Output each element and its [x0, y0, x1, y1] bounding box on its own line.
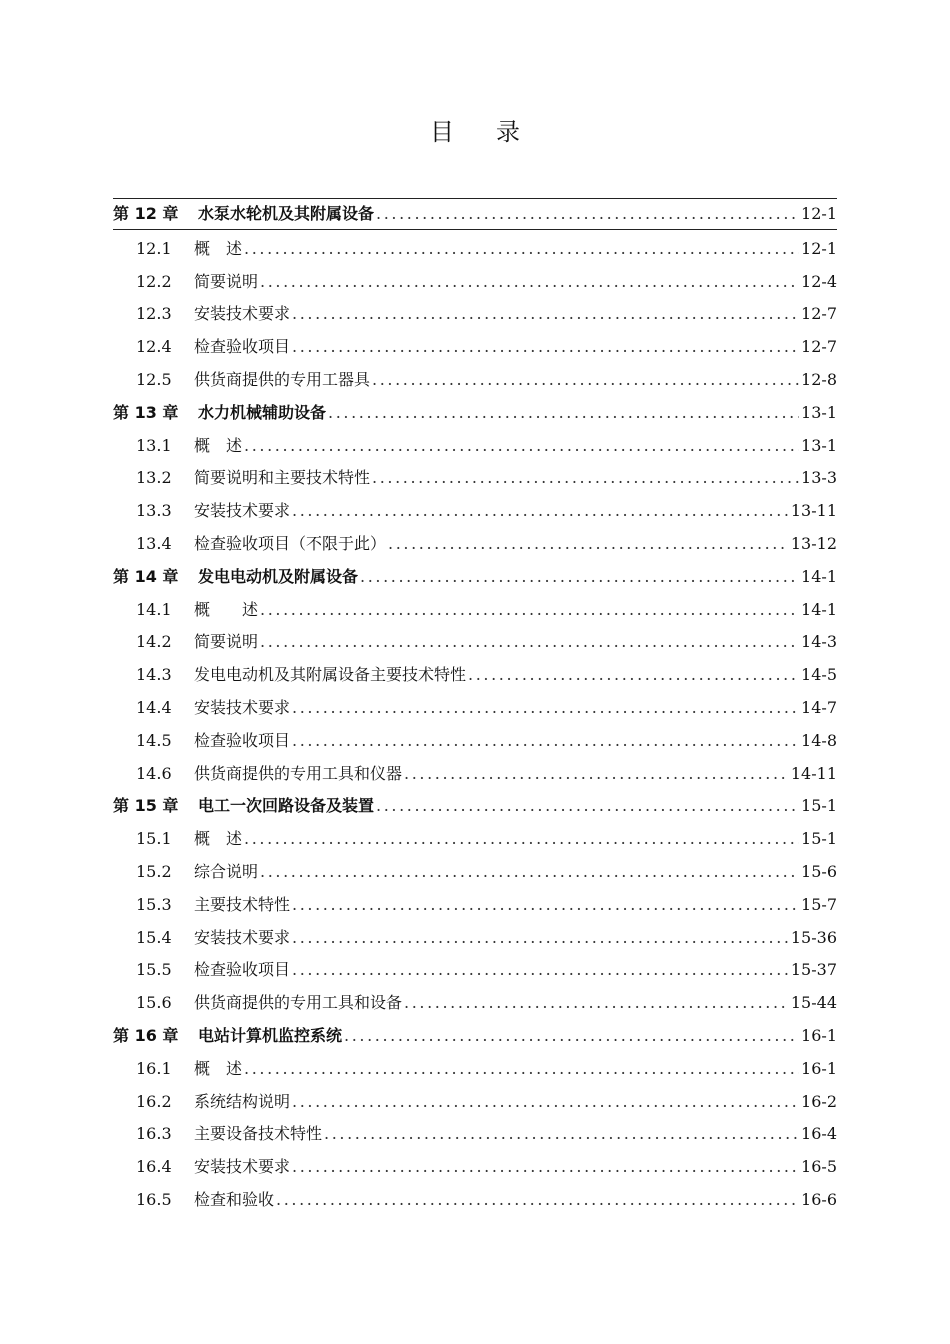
page-title-part-1: 目 [430, 118, 454, 146]
toc-entry-title: 安装技术要求 [194, 927, 291, 947]
toc-chapter-entry[interactable] [113, 790, 837, 823]
toc-dot-leader [276, 1184, 799, 1217]
toc-chapter-entry[interactable] [113, 397, 837, 430]
toc-entry-title: 系统结构说明 [194, 1091, 291, 1111]
toc-entry-title: 检查验收项目（不限于此） [194, 533, 387, 553]
toc-section-entry[interactable] [113, 462, 837, 495]
toc-dot-leader [376, 199, 799, 229]
table-of-contents [113, 198, 837, 1217]
toc-dot-leader [244, 233, 799, 266]
toc-entry-page-number: 12-4 [801, 271, 837, 291]
toc-dot-leader [376, 790, 799, 823]
toc-entry-page-number: 12-7 [801, 337, 837, 357]
toc-entry-number: 14.6 [136, 763, 172, 783]
toc-entry-title: 水泵水轮机及其附属设备 [198, 204, 375, 223]
toc-entry-number: 12.2 [136, 271, 172, 291]
toc-dot-leader [292, 725, 799, 758]
toc-entry-number: 15.4 [136, 927, 172, 947]
toc-dot-leader [292, 1151, 799, 1184]
toc-section-entry[interactable] [113, 823, 837, 856]
toc-entry-title: 简要说明和主要技术特性 [194, 468, 371, 488]
toc-entry-page-number: 12-7 [801, 304, 837, 324]
toc-entry-page-number: 12-1 [801, 238, 837, 258]
toc-dot-leader [292, 331, 799, 364]
toc-entry-number: 16.2 [136, 1091, 172, 1111]
toc-section-entry[interactable] [113, 1118, 837, 1151]
page-title-part-2: 录 [496, 118, 520, 146]
toc-entry-number: 15.3 [136, 894, 172, 914]
toc-section-entry[interactable] [113, 233, 837, 266]
toc-entry-page-number: 14-1 [801, 566, 837, 586]
toc-entry-number: 14.4 [136, 697, 172, 717]
toc-entry-page-number: 14-11 [790, 763, 837, 783]
toc-dot-leader [292, 692, 799, 725]
toc-dot-leader [344, 1020, 799, 1053]
toc-dot-leader [292, 889, 799, 922]
toc-entry-number: 15.1 [136, 829, 172, 849]
toc-entry-title: 主要技术特性 [194, 894, 291, 914]
toc-entry-page-number: 16-6 [801, 1189, 837, 1209]
toc-entry-number: 14.2 [136, 632, 172, 652]
toc-section-entry[interactable] [113, 856, 837, 889]
toc-section-entry[interactable] [113, 954, 837, 987]
toc-entry-page-number: 13-3 [801, 468, 837, 488]
toc-section-entry[interactable] [113, 626, 837, 659]
toc-entry-number: 16.4 [136, 1157, 172, 1177]
toc-entry-number: 第 16 章 [113, 1025, 179, 1045]
toc-entry-title: 安装技术要求 [194, 501, 291, 521]
toc-section-entry[interactable] [113, 659, 837, 692]
toc-entry-title: 安装技术要求 [194, 697, 291, 717]
toc-dot-leader [292, 1086, 799, 1119]
toc-entry-title: 安装技术要求 [194, 304, 291, 324]
toc-dot-leader [244, 1053, 799, 1086]
toc-section-entry[interactable] [113, 758, 837, 791]
toc-section-entry[interactable] [113, 987, 837, 1020]
toc-dot-leader [372, 364, 799, 397]
toc-entry-title: 电工一次回路设备及装置 [198, 796, 375, 816]
toc-entry-number: 14.1 [136, 599, 172, 619]
toc-section-entry[interactable] [113, 298, 837, 331]
toc-entry-page-number: 16-2 [801, 1091, 837, 1111]
toc-dot-leader [260, 266, 799, 299]
toc-entry-number: 15.2 [136, 861, 172, 881]
toc-entry-title: 概 述 [194, 829, 243, 849]
toc-entry-number: 13.4 [136, 533, 172, 553]
toc-section-entry[interactable] [113, 1086, 837, 1119]
toc-entry-page-number: 16-1 [801, 1058, 837, 1078]
toc-section-entry[interactable] [113, 594, 837, 627]
toc-entry-number: 15.5 [136, 960, 172, 980]
toc-entry-title: 电站计算机监控系统 [198, 1025, 343, 1045]
toc-dot-leader [360, 561, 799, 594]
toc-entry-page-number: 16-1 [801, 1025, 837, 1045]
toc-section-entry[interactable] [113, 528, 837, 561]
toc-chapter-entry[interactable] [113, 1020, 837, 1053]
toc-entry-page-number: 13-1 [801, 435, 837, 455]
toc-entry-title: 发电电动机及附属设备 [198, 566, 359, 586]
toc-entry-number: 16.5 [136, 1189, 172, 1209]
toc-entry-page-number: 14-1 [801, 599, 837, 619]
toc-dot-leader [260, 594, 799, 627]
toc-entry-page-number: 13-11 [790, 501, 837, 521]
toc-dot-leader [292, 495, 789, 528]
toc-dot-leader [404, 987, 789, 1020]
toc-entry-title: 检查和验收 [194, 1189, 275, 1209]
toc-entry-number: 12.1 [136, 238, 172, 258]
toc-entry-title: 概 述 [194, 238, 243, 258]
toc-entry-title: 供货商提供的专用工器具 [194, 369, 371, 389]
toc-entry-title: 供货商提供的专用工具和设备 [194, 993, 403, 1013]
toc-dot-leader [244, 430, 799, 463]
toc-chapter-entry[interactable] [113, 198, 837, 230]
toc-dot-leader [468, 659, 799, 692]
toc-entry-number: 12.3 [136, 304, 172, 324]
toc-entry-number: 16.1 [136, 1058, 172, 1078]
toc-entry-number: 14.3 [136, 665, 172, 685]
toc-entry-title: 概 述 [194, 435, 243, 455]
toc-entry-title: 检查验收项目 [194, 960, 291, 980]
toc-entry-title: 水力机械辅助设备 [198, 402, 327, 422]
toc-dot-leader [328, 397, 799, 430]
toc-entry-number: 13.2 [136, 468, 172, 488]
toc-entry-page-number: 14-3 [801, 632, 837, 652]
toc-entry-number: 第 15 章 [113, 796, 179, 816]
toc-entry-number: 12.4 [136, 337, 172, 357]
toc-entry-number: 12.5 [136, 369, 172, 389]
toc-dot-leader [292, 298, 799, 331]
toc-dot-leader [244, 823, 799, 856]
toc-section-entry[interactable] [113, 364, 837, 397]
toc-entry-page-number: 14-8 [801, 730, 837, 750]
toc-entry-page-number: 13-1 [801, 402, 837, 422]
toc-entry-page-number: 15-1 [801, 829, 837, 849]
toc-entry-number: 第 13 章 [113, 402, 179, 422]
toc-dot-leader [388, 528, 789, 561]
toc-entry-title: 主要设备技术特性 [194, 1124, 323, 1144]
toc-entry-title: 综合说明 [194, 861, 259, 881]
toc-entry-number: 14.5 [136, 730, 172, 750]
toc-dot-leader [372, 462, 799, 495]
toc-entry-page-number: 15-1 [801, 796, 837, 816]
toc-entry-title: 概 述 [194, 1058, 243, 1078]
toc-entry-page-number: 16-5 [801, 1157, 837, 1177]
toc-dot-leader [324, 1118, 799, 1151]
toc-entry-number: 16.3 [136, 1124, 172, 1144]
toc-entry-title: 简要说明 [194, 271, 259, 291]
toc-section-entry[interactable] [113, 692, 837, 725]
toc-entry-number: 15.6 [136, 993, 172, 1013]
toc-section-entry[interactable] [113, 1184, 837, 1217]
toc-section-entry[interactable] [113, 1053, 837, 1086]
toc-dot-leader [292, 922, 789, 955]
toc-entry-page-number: 14-7 [801, 697, 837, 717]
toc-section-entry[interactable] [113, 889, 837, 922]
toc-section-entry[interactable] [113, 266, 837, 299]
toc-entry-title: 检查验收项目 [194, 730, 291, 750]
page-title [0, 112, 950, 147]
toc-entry-title: 供货商提供的专用工具和仪器 [194, 763, 403, 783]
toc-section-entry[interactable] [113, 725, 837, 758]
toc-entry-page-number: 15-7 [801, 894, 837, 914]
toc-entry-page-number: 15-44 [790, 993, 837, 1013]
toc-entry-number: 13.1 [136, 435, 172, 455]
toc-entry-page-number: 13-12 [790, 533, 837, 553]
toc-section-entry[interactable] [113, 430, 837, 463]
toc-section-entry[interactable] [113, 1151, 837, 1184]
toc-entry-title: 概 述 [194, 599, 259, 619]
toc-dot-leader [260, 626, 799, 659]
toc-entry-page-number: 15-36 [790, 927, 837, 947]
toc-entry-page-number: 15-37 [790, 960, 837, 980]
toc-entry-number: 13.3 [136, 501, 172, 521]
toc-dot-leader [260, 856, 799, 889]
toc-entry-title: 检查验收项目 [194, 337, 291, 357]
toc-dot-leader [404, 758, 789, 791]
toc-section-entry[interactable] [113, 495, 837, 528]
toc-entry-title: 发电电动机及其附属设备主要技术特性 [194, 665, 467, 685]
toc-entry-page-number: 16-4 [801, 1124, 837, 1144]
toc-entry-number: 第 14 章 [113, 566, 179, 586]
toc-entry-title: 简要说明 [194, 632, 259, 652]
toc-section-entry[interactable] [113, 922, 837, 955]
toc-entry-title: 安装技术要求 [194, 1157, 291, 1177]
toc-dot-leader [292, 954, 789, 987]
toc-entry-page-number: 12-8 [801, 369, 837, 389]
toc-entry-number: 第 12 章 [113, 204, 179, 223]
toc-entry-page-number: 14-5 [801, 665, 837, 685]
toc-entry-page-number: 12-1 [801, 204, 837, 223]
toc-entry-page-number: 15-6 [801, 861, 837, 881]
toc-chapter-entry[interactable] [113, 561, 837, 594]
toc-section-entry[interactable] [113, 331, 837, 364]
